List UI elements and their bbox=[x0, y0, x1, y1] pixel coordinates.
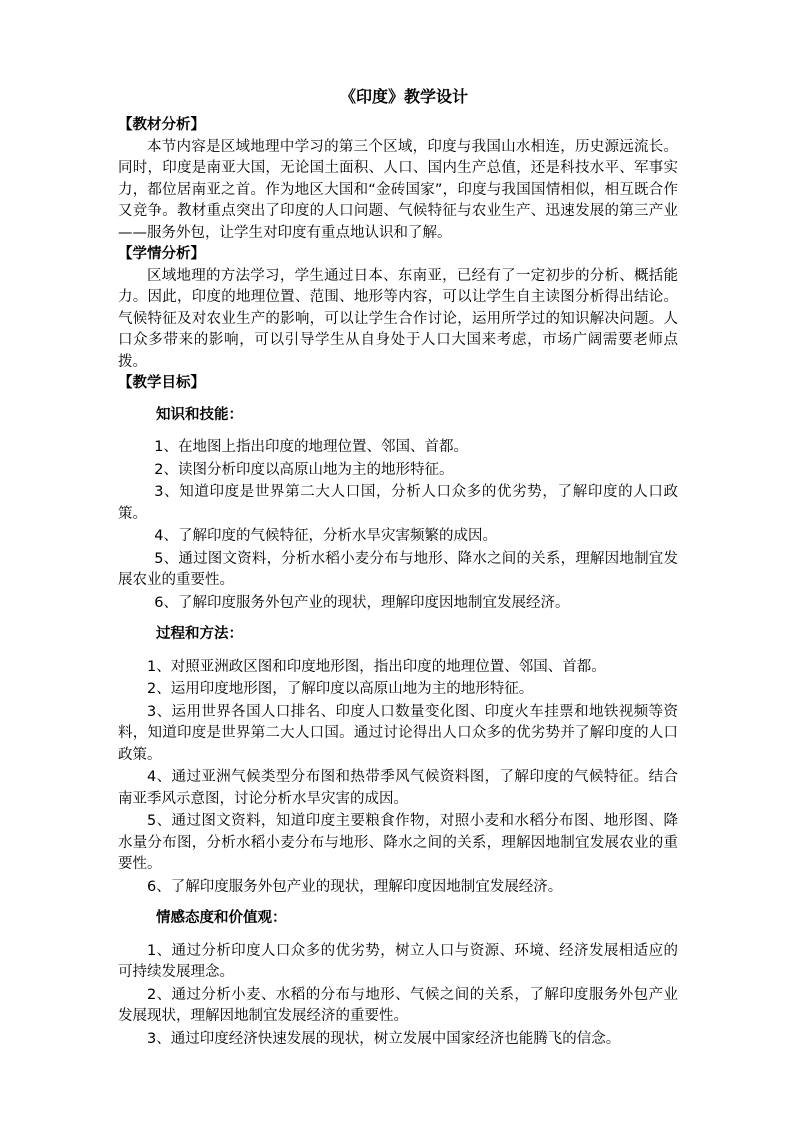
list-item: 3、运用世界各国人口排名、印度人口数量变化图、印度火车挂票和地铁视频等资料，知道印度是世界第二大人口国。通过讨论得出人口众多的优劣势并了解印度的人口政策。 bbox=[118, 703, 678, 763]
document-title: 《印度》教学设计 bbox=[339, 87, 468, 106]
list-item: 6、了解印度服务外包产业的现状，理解印度因地制宜发展经济。 bbox=[147, 878, 563, 895]
list-item: 4、了解印度的气候特征，分析水旱灾害频繁的成因。 bbox=[154, 528, 497, 544]
teaching-goals-heading: 【教学目标】 bbox=[118, 375, 205, 391]
list-item: 1、在地图上指出印度的地理位置、邻国、首都。 bbox=[154, 439, 468, 455]
list-item: 2、运用印度地形图，了解印度以高原山地为主的地形特征。 bbox=[147, 681, 534, 697]
list-item: 3、知道印度是世界第二大人口国，分析人口众多的优劣势，了解印度的人口政策。 bbox=[118, 484, 678, 522]
list-item: 5、通过图文资料，分析水稻小麦分布与地形、降水之间的关系，理解因地制宜发展农业的重要性。 bbox=[118, 550, 678, 588]
list-item: 2、读图分析印度以高原山地为主的地形特征。 bbox=[154, 461, 454, 478]
list-item: 4、通过亚洲气候类型分布图和热带季风气候资料图，了解印度的气候特征。结合南亚季风示意图，讨论分析水旱灾害的成因。 bbox=[118, 769, 678, 807]
process-methods-heading: 过程和方法： bbox=[156, 626, 243, 642]
material-analysis-heading: 【教材分析】 bbox=[118, 117, 205, 133]
knowledge-skills-heading: 知识和技能： bbox=[156, 406, 243, 423]
document-page bbox=[118, 86, 678, 1054]
material-analysis-body: 本节内容是区域地理中学习的第三个区域，印度与我国山水相连，历史源远流长。同时，印度是南亚大国，无论国土面积、人口、国内生产总值，还是科技水平、军事实力，都位居南亚之首。作为地区大国和“金砖国家”，印度与我国国情相似，相互既合作又竞争。教材重点突出了印度的人口问题、气候特征与农业生产、迅速发展的第三产业——服务外包，让学生对印度有重点地认识和了解。 bbox=[118, 138, 678, 241]
student-analysis-heading: 【学情分析】 bbox=[118, 246, 205, 262]
list-item: 6、了解印度服务外包产业的现状，理解印度因地制宜发展经济。 bbox=[154, 594, 570, 611]
list-item: 5、通过图文资料，知道印度主要粮食作物，对照小麦和水稻分布图、地形图、降水量分布图，分析水稻小麦分布与地形、降水之间的关系，理解因地制宜发展农业的重要性。 bbox=[118, 813, 678, 872]
list-item: 1、通过分析印度人口众多的优劣势，树立人口与资源、环境、经济发展相适应的可持续发展理念。 bbox=[118, 942, 678, 980]
knowledge-skills-list bbox=[118, 437, 678, 614]
list-item: 1、对照亚洲政区图和印度地形图，指出印度的地理位置、邻国、首都。 bbox=[147, 658, 606, 675]
attitudes-values-list bbox=[118, 941, 678, 1051]
attitudes-values-heading: 情感态度和价值观： bbox=[156, 910, 287, 926]
list-item: 2、通过分析小麦、水稻的分布与地形、气候之间的关系，了解印度服务外包产业发展现状，理解因地制宜发展经济的重要性。 bbox=[118, 986, 678, 1024]
list-item: 3、通过印度经济快速发展的现状，树立发展中国家经济也能腾飞的信念。 bbox=[147, 1030, 621, 1047]
student-analysis-body: 区域地理的方法学习，学生通过日本、东南亚，已经有了一定初步的分析、概括能力。因此，印度的地理位置、范围、地形等内容，可以让学生自主读图分析得出结论。气候特征及对农业生产的影响，可以让学生合作讨论，运用所学过的知识解决问题。人口众多带来的影响，可以引导学生从自身处于人口大国来考虑，市场广阔需要老师点拨。 bbox=[118, 267, 678, 370]
process-methods-list bbox=[118, 657, 678, 899]
